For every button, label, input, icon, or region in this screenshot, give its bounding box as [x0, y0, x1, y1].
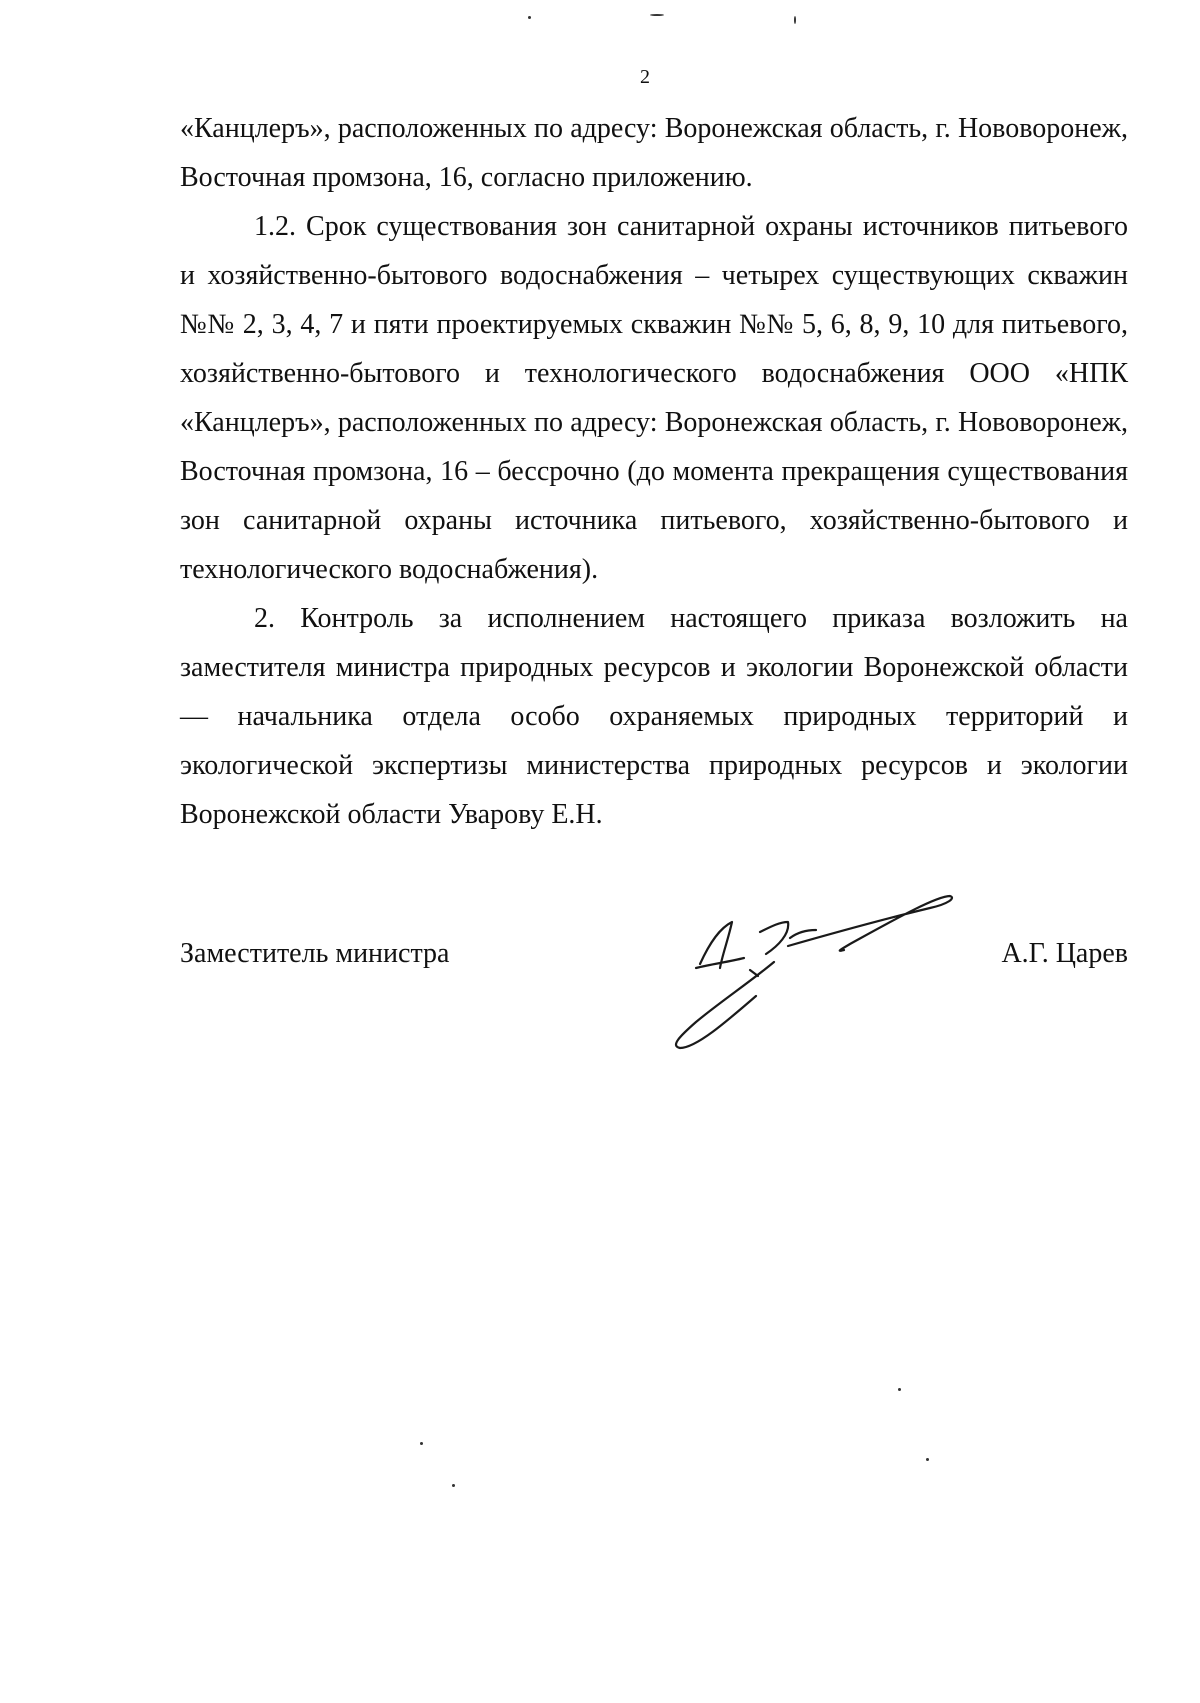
- paragraph-continuation: «Канцлеръ», расположенных по адресу: Воронежская область, г. Нововоронеж, Восточная промзона, 16, согласно приложению.: [180, 113, 1128, 193]
- scan-speck: [452, 1484, 455, 1487]
- handwritten-signature: [640, 872, 1010, 1052]
- scan-speck: [650, 14, 664, 16]
- document-body: [180, 104, 1128, 839]
- scan-speck: [420, 1442, 423, 1445]
- scan-speck: [898, 1388, 901, 1391]
- scan-speck: [926, 1458, 929, 1461]
- paragraph-1-2: 1.2. Срок существования зон санитарной охраны источников питьевого и хозяйственно-бытового водоснабжения – четырех существующих скважин №№ 2, 3, 4, 7 и пяти проектируемых скважин №№ 5, 6, 8, 9, 10 для питьевого, хозяйственно-бытового и технологического водоснабжения ООО «НПК «Канцлеръ», расположенных по адресу: Воронежская область, г. Нововоронеж, Восточная промзона, 16 – бессрочно (до момента прекращения существования зон санитарной охраны источника питьевого, хозяйственно-бытового и технологического водоснабжения).: [180, 211, 1128, 585]
- page-number: 2: [640, 66, 650, 88]
- scan-speck: [794, 16, 796, 24]
- signatory-title: Заместитель министра: [180, 938, 450, 969]
- scan-speck: [528, 16, 531, 19]
- signatory-name: А.Г. Царев: [1001, 938, 1128, 969]
- paragraph-2: 2. Контроль за исполнением настоящего приказа возложить на заместителя министра природных ресурсов и экологии Воронежской области — начальника отдела особо охраняемых природных территорий и экологической экспертизы министерства природных ресурсов и экологии Воронежской области Уварову Е.Н.: [180, 603, 1128, 830]
